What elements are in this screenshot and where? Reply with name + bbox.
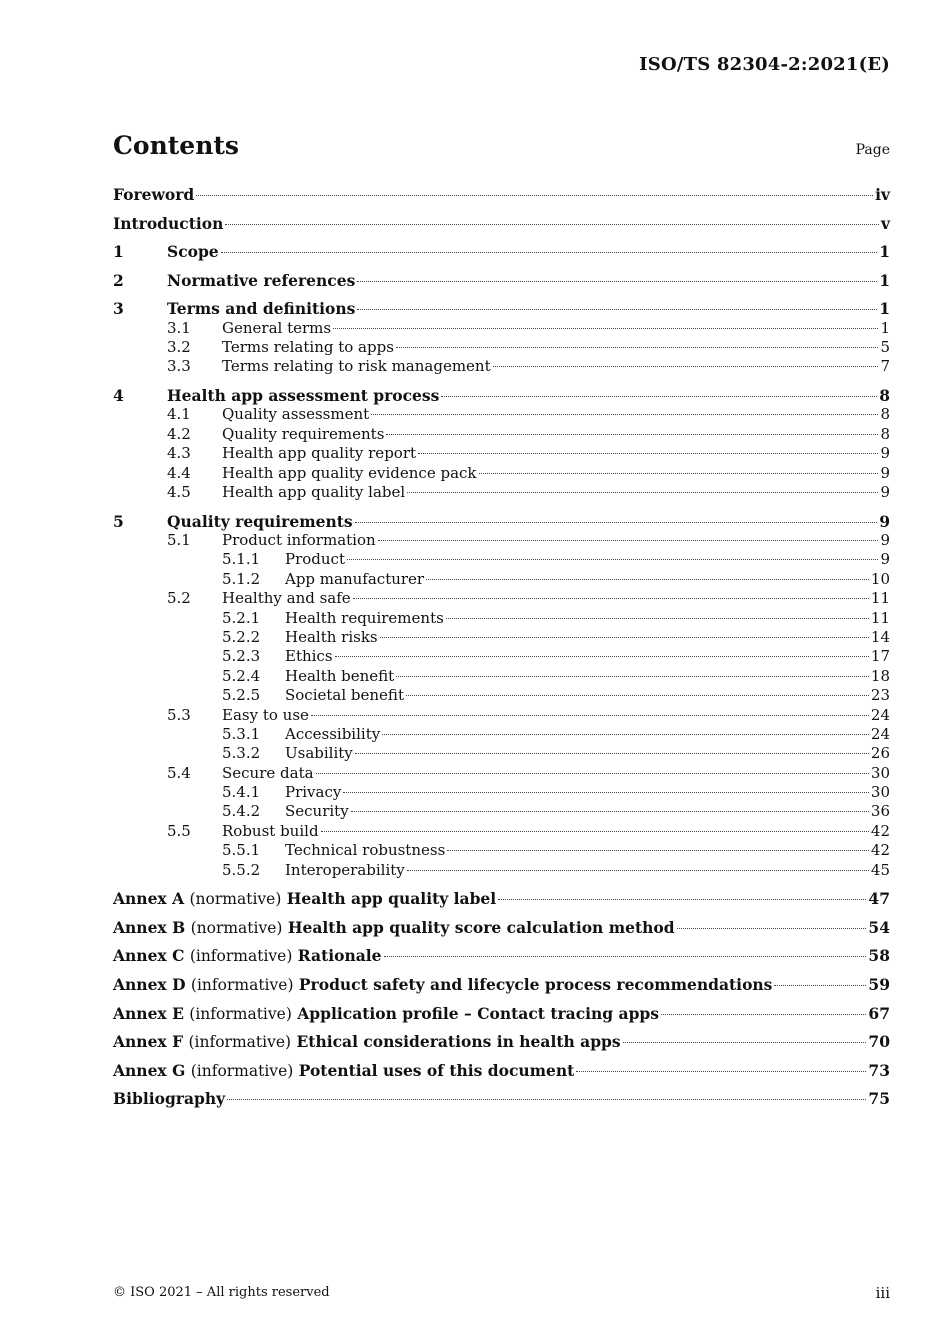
dot-leader xyxy=(355,522,878,523)
toc-entry[interactable] xyxy=(113,918,890,937)
dot-leader xyxy=(396,347,879,348)
page-number: iii xyxy=(875,1284,890,1302)
toc-entry[interactable] xyxy=(113,764,890,783)
dot-leader xyxy=(426,579,869,580)
toc-entry-title: App manufacturer xyxy=(285,569,425,588)
toc-entry-page: 9 xyxy=(880,444,890,463)
annex-title: Ethical considerations in health apps xyxy=(296,1032,621,1052)
toc-entry-number: 3 xyxy=(113,299,124,319)
dot-leader xyxy=(396,676,869,677)
dot-leader xyxy=(447,850,869,851)
toc-entry-page: 8 xyxy=(879,386,890,406)
toc-entry-page: 54 xyxy=(868,917,890,937)
toc-entry-page: 24 xyxy=(870,705,890,724)
toc-entry[interactable] xyxy=(113,889,890,908)
toc-entry-title: Quality requirements xyxy=(167,511,353,531)
dot-leader xyxy=(407,492,878,493)
toc-entry-title: Terms and definitions xyxy=(167,299,356,319)
toc-entry-title: Terms relating to risk management xyxy=(222,357,491,376)
dot-leader xyxy=(333,328,878,329)
dot-leader xyxy=(353,598,869,599)
toc-entry-title: Ethics xyxy=(285,647,333,666)
annex-title: Application profile – Contact tracing apps xyxy=(297,1003,659,1023)
toc-entry-page: 17 xyxy=(870,647,890,666)
toc-entry-number: 4 xyxy=(113,386,124,406)
toc-entry-title: Healthy and safe xyxy=(222,589,351,608)
toc-entry[interactable] xyxy=(113,214,890,233)
annex-kind: (informative) xyxy=(188,1033,292,1052)
toc-entry[interactable] xyxy=(113,405,890,424)
toc-entry[interactable] xyxy=(113,725,890,744)
toc-entry[interactable] xyxy=(113,338,890,357)
toc-entry-number: 5.1.1 xyxy=(222,550,261,569)
toc-entry-page: 9 xyxy=(880,530,890,549)
page-title: Contents xyxy=(113,131,240,160)
dot-leader xyxy=(446,618,869,619)
toc-entry[interactable] xyxy=(113,1089,890,1108)
toc-entry-title: General terms xyxy=(222,318,332,337)
dot-leader xyxy=(347,559,878,560)
toc-entry-page: 9 xyxy=(880,550,890,569)
dot-leader xyxy=(661,1014,866,1015)
dot-leader xyxy=(407,870,869,871)
annex-label: Annex A xyxy=(113,889,185,909)
annex-title: Health app quality label xyxy=(286,889,497,909)
toc-entry-page: 1 xyxy=(879,242,890,262)
toc-entry-title: Societal benefit xyxy=(285,686,404,705)
toc-entry[interactable] xyxy=(113,609,890,628)
toc-entry-page: 11 xyxy=(870,589,890,608)
toc-entry-page: 9 xyxy=(880,463,890,482)
toc-entry[interactable] xyxy=(113,1061,890,1080)
toc-entry-number: 5.5 xyxy=(167,821,191,840)
dot-leader xyxy=(479,473,879,474)
toc-entry-page: v xyxy=(880,213,890,233)
toc-entry-title: Easy to use xyxy=(222,705,309,724)
toc-entry-page: 45 xyxy=(870,860,890,879)
dot-leader xyxy=(382,734,869,735)
toc-entry[interactable] xyxy=(113,319,890,338)
toc-entry-title: Privacy xyxy=(285,783,342,802)
toc-entry-number: 4.5 xyxy=(167,483,191,502)
toc-entry-page: 67 xyxy=(868,1003,890,1023)
toc-entry-number: 5.5.2 xyxy=(222,860,261,879)
toc-entry[interactable] xyxy=(113,483,890,502)
toc-entry[interactable] xyxy=(113,1032,890,1051)
toc-entry-page: 1 xyxy=(880,318,890,337)
toc-entry-title: Bibliography xyxy=(113,1089,226,1109)
toc-entry-title xyxy=(113,946,382,966)
annex-label: Annex C xyxy=(113,946,185,966)
annex-title: Health app quality score calculation method xyxy=(287,917,675,937)
toc-entry[interactable] xyxy=(113,444,890,463)
toc-entry-title: Health risks xyxy=(285,627,378,646)
toc-entry-number: 4.2 xyxy=(167,424,191,443)
toc-entry[interactable] xyxy=(113,667,890,686)
toc-entry-title: Robust build xyxy=(222,821,319,840)
toc-entry-title: Accessibility xyxy=(285,724,381,743)
annex-title: Product safety and lifecycle process recommendations xyxy=(298,974,773,994)
toc-entry-number: 5.1 xyxy=(167,530,191,549)
toc-entry-page: 10 xyxy=(870,569,890,588)
toc-entry-title: Health app quality evidence pack xyxy=(222,463,477,482)
toc-entry-number: 1 xyxy=(113,242,124,262)
toc-entry-number: 2 xyxy=(113,270,124,290)
toc-entry-title: Product information xyxy=(222,530,376,549)
toc-entry-page: 9 xyxy=(880,483,890,502)
toc-entry[interactable] xyxy=(113,861,890,880)
toc-entry-page: 18 xyxy=(870,666,890,685)
toc-entry[interactable] xyxy=(113,464,890,483)
toc-entry-title: Foreword xyxy=(113,185,195,204)
toc-entry-title xyxy=(113,1004,659,1024)
dot-leader xyxy=(343,792,869,793)
dot-leader xyxy=(196,195,873,196)
toc-entry-title: Quality requirements xyxy=(222,424,385,443)
toc-entry-number: 5.1.2 xyxy=(222,569,261,588)
toc-entry-number: 5.3 xyxy=(167,705,191,724)
toc-entry[interactable] xyxy=(113,1004,890,1023)
toc-entry-page: 26 xyxy=(870,744,890,763)
toc-entry-number: 4.3 xyxy=(167,444,191,463)
toc-entry[interactable] xyxy=(113,570,890,589)
toc-entry-page: 73 xyxy=(868,1060,890,1080)
page-column-label: Page xyxy=(855,142,890,158)
toc-entry-title: Interoperability xyxy=(285,860,405,879)
toc-entry[interactable] xyxy=(113,946,890,965)
toc-entry-number: 3.1 xyxy=(167,318,191,337)
toc-entry-page: 42 xyxy=(870,841,890,860)
toc-entry-number: 5.5.1 xyxy=(222,841,261,860)
dot-leader xyxy=(351,811,869,812)
toc-entry[interactable] xyxy=(113,783,890,802)
dot-leader xyxy=(355,753,869,754)
toc-entry[interactable] xyxy=(113,841,890,860)
toc-entry-title: Terms relating to apps xyxy=(222,338,394,357)
toc-entry-page: 11 xyxy=(870,608,890,627)
toc-entry-number: 3.2 xyxy=(167,338,191,357)
dot-leader xyxy=(357,309,877,310)
toc-entry[interactable] xyxy=(113,589,890,608)
toc-entry-page: 1 xyxy=(879,299,890,319)
dot-leader xyxy=(384,956,867,957)
toc-entry[interactable] xyxy=(113,628,890,647)
toc-entry-page: 70 xyxy=(868,1032,890,1052)
toc-entry-number: 5.2.5 xyxy=(222,686,261,705)
annex-label: Annex E xyxy=(113,1003,184,1023)
toc-entry[interactable] xyxy=(113,802,890,821)
toc-entry-number: 4.4 xyxy=(167,463,191,482)
toc-entry-title: Product xyxy=(285,550,345,569)
dot-leader xyxy=(677,928,867,929)
annex-label: Annex G xyxy=(113,1060,186,1080)
toc-entry-page: 42 xyxy=(870,821,890,840)
toc-entry-page: 5 xyxy=(880,338,890,357)
toc-entry-title: Quality assessment xyxy=(222,405,370,424)
copyright-notice: © ISO 2021 – All rights reserved xyxy=(113,1285,330,1300)
dot-leader xyxy=(311,715,869,716)
annex-title: Rationale xyxy=(297,946,382,966)
toc-entry-number: 5.2 xyxy=(167,589,191,608)
dot-leader xyxy=(441,396,877,397)
toc-entry-number: 5.2.4 xyxy=(222,666,261,685)
toc-entry[interactable] xyxy=(113,271,890,290)
toc-entry-title: Health app quality report xyxy=(222,444,417,463)
dot-leader xyxy=(371,414,878,415)
toc-entry-number: 5.2.2 xyxy=(222,627,261,646)
toc-entry-title xyxy=(113,918,675,938)
toc-entry-number: 4.1 xyxy=(167,405,191,424)
annex-label: Annex F xyxy=(113,1032,184,1052)
document-id: ISO/TS 82304-2:2021(E) xyxy=(639,54,890,75)
toc-entry-page: 8 xyxy=(880,405,890,424)
toc-entry-title: Scope xyxy=(167,242,219,262)
toc-entry-page: 24 xyxy=(870,724,890,743)
dot-leader xyxy=(493,366,879,367)
toc-entry[interactable] xyxy=(113,357,890,376)
toc-entry-title: Usability xyxy=(285,744,353,763)
toc-entry-page: 47 xyxy=(868,889,890,909)
toc-entry[interactable] xyxy=(113,706,890,725)
toc-entry-title: Security xyxy=(285,802,349,821)
toc-entry-number: 5.4.1 xyxy=(222,783,261,802)
dot-leader xyxy=(321,831,869,832)
dot-leader xyxy=(418,453,878,454)
toc-entry-page: 75 xyxy=(868,1089,890,1109)
toc-entry-title: Health benefit xyxy=(285,666,395,685)
toc-entry-page: 7 xyxy=(880,357,890,376)
toc-entry-title xyxy=(113,1061,574,1081)
annex-kind: (informative) xyxy=(190,1061,294,1080)
toc-entry-number: 5.4.2 xyxy=(222,802,261,821)
toc-entry-page: 30 xyxy=(870,783,890,802)
table-of-contents xyxy=(113,185,890,1109)
toc-entry-title: Normative references xyxy=(167,270,356,290)
toc-entry-page: 59 xyxy=(868,974,890,994)
toc-entry[interactable] xyxy=(113,425,890,444)
toc-entry-title: Health requirements xyxy=(285,608,444,627)
toc-entry-number: 5 xyxy=(113,511,124,531)
toc-entry-page: 36 xyxy=(870,802,890,821)
toc-entry-title: Health app assessment process xyxy=(167,386,440,406)
toc-entry[interactable] xyxy=(113,550,890,569)
toc-entry-title: Health app quality label xyxy=(222,483,406,502)
toc-entry-title xyxy=(113,1032,621,1052)
toc-entry-page: 23 xyxy=(870,686,890,705)
annex-kind: (informative) xyxy=(189,1004,292,1023)
dot-leader xyxy=(225,224,879,225)
toc-entry-number: 5.2.3 xyxy=(222,647,261,666)
annex-kind: (normative) xyxy=(190,918,283,937)
dot-leader xyxy=(380,637,869,638)
dot-leader xyxy=(576,1071,866,1072)
dot-leader xyxy=(335,656,869,657)
toc-entry-page: 14 xyxy=(870,627,890,646)
dot-leader xyxy=(357,281,877,282)
toc-entry-title: Technical robustness xyxy=(285,841,446,860)
dot-leader xyxy=(316,773,869,774)
toc-entry-title: Secure data xyxy=(222,763,314,782)
annex-kind: (informative) xyxy=(190,975,294,994)
dot-leader xyxy=(774,985,866,986)
toc-entry[interactable] xyxy=(113,185,890,204)
toc-entry-title xyxy=(113,889,496,909)
toc-entry[interactable] xyxy=(113,531,890,550)
toc-entry-page: 30 xyxy=(870,763,890,782)
annex-kind: (normative) xyxy=(189,890,282,909)
annex-title: Potential uses of this document xyxy=(298,1060,575,1080)
annex-label: Annex B xyxy=(113,917,186,937)
toc-entry[interactable] xyxy=(113,242,890,261)
toc-entry-page: 58 xyxy=(868,946,890,966)
toc-entry[interactable] xyxy=(113,744,890,763)
toc-entry-number: 5.3.2 xyxy=(222,744,261,763)
toc-entry[interactable] xyxy=(113,686,890,705)
annex-label: Annex D xyxy=(113,974,186,994)
toc-entry-number: 3.3 xyxy=(167,357,191,376)
toc-entry[interactable] xyxy=(113,647,890,666)
toc-entry[interactable] xyxy=(113,822,890,841)
dot-leader xyxy=(406,695,869,696)
toc-entry-title xyxy=(113,975,772,995)
toc-entry-page: 9 xyxy=(879,511,890,531)
toc-entry[interactable] xyxy=(113,299,890,318)
dot-leader xyxy=(221,252,878,253)
toc-entry[interactable] xyxy=(113,386,890,405)
toc-entry-number: 5.2.1 xyxy=(222,608,261,627)
toc-entry-page: 8 xyxy=(880,424,890,443)
toc-entry-title: Introduction xyxy=(113,213,224,233)
toc-entry-number: 5.3.1 xyxy=(222,724,261,743)
toc-entry[interactable] xyxy=(113,975,890,994)
annex-kind: (informative) xyxy=(189,947,293,966)
toc-entry-page: 1 xyxy=(879,270,890,290)
toc-entry-page: iv xyxy=(875,185,890,204)
dot-leader xyxy=(386,434,878,435)
dot-leader xyxy=(623,1042,867,1043)
dot-leader xyxy=(378,540,879,541)
dot-leader xyxy=(227,1099,866,1100)
toc-entry-number: 5.4 xyxy=(167,763,191,782)
dot-leader xyxy=(498,899,866,900)
toc-entry[interactable] xyxy=(113,512,890,531)
